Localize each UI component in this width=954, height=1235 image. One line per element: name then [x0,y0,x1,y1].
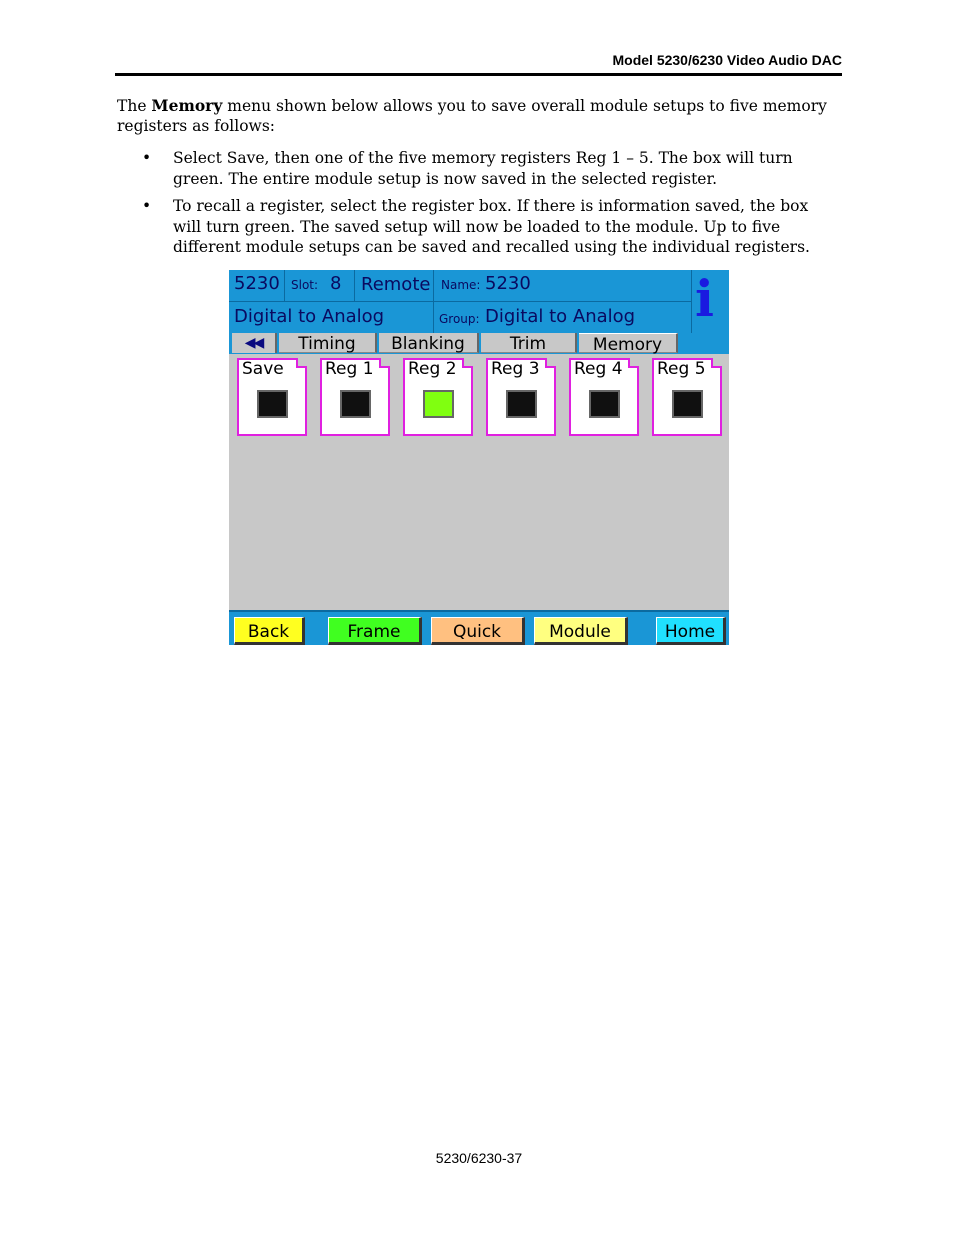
group-label: Group: [439,312,480,326]
slot-label: Slot: [291,278,319,292]
bullet-item [142,148,832,189]
tab-scroll-left-icon[interactable]: ◀◀ [232,333,277,353]
slot-value: 8 [330,273,342,294]
register-label: Reg 2 [408,359,457,379]
register-reg-1[interactable] [320,358,390,436]
page-header: Model 5230/6230 Video Audio DAC [612,52,842,68]
header-rule [115,73,842,76]
register-status-indicator [672,390,703,418]
register-reg-3[interactable] [486,358,556,436]
name-value: 5230 [485,273,531,294]
register-label: Reg 3 [491,359,540,379]
register-status-indicator [589,390,620,418]
bullet-marker: • [142,149,152,167]
bullet-text: To recall a register, select the register box. If there is information saved, the box will turn green. The saved setup will now be loaded to the module. Up to five different module setups can be saved and recalled using the individual registers. [173,197,810,256]
tab-trim[interactable]: Trim [481,333,577,353]
bullet-item [142,196,832,258]
home-button[interactable]: Home [656,617,726,645]
name-label: Name: [441,278,481,292]
module-description: Digital to Analog [234,306,385,327]
memory-menu-screenshot [229,270,729,645]
register-status-indicator [506,390,537,418]
register-status-indicator [423,390,454,418]
register-reg-2[interactable] [403,358,473,436]
mode-status: Remote [361,274,431,295]
frame-button[interactable]: Frame [328,617,422,645]
register-label: Reg 5 [657,359,706,379]
tab-timing[interactable]: Timing [279,333,377,353]
register-save[interactable] [237,358,307,436]
register-reg-5[interactable] [652,358,722,436]
page-number: 5230/6230-37 [435,1150,523,1166]
module-button[interactable]: Module [534,617,628,645]
intro-post: menu shown below allows you to save overall module setups to five memory registers as follows: [117,97,827,135]
model-number: 5230 [234,273,280,294]
tab-memory[interactable]: Memory [579,333,678,353]
register-label: Reg 4 [574,359,623,379]
register-status-indicator [257,390,288,418]
bullet-marker: • [142,197,152,215]
tab-blanking[interactable]: Blanking [379,333,479,353]
tab-bar [229,333,729,354]
footer-bar [229,610,729,645]
quick-button[interactable]: Quick [431,617,525,645]
bullet-list [142,148,832,265]
info-icon[interactable]: i [695,270,714,328]
intro-paragraph [117,96,842,136]
register-status-indicator [340,390,371,418]
register-reg-4[interactable] [569,358,639,436]
register-label: Save [242,359,284,379]
status-header [229,270,729,354]
intro-bold-term: Memory [151,96,223,115]
group-value: Digital to Analog [485,306,636,327]
back-button[interactable]: Back [234,617,305,645]
bullet-text: Select Save, then one of the five memory registers Reg 1 – 5. The box will turn green. The entire module setup is now saved in the selected register. [173,149,793,188]
intro-pre: The [117,97,152,115]
register-label: Reg 1 [325,359,374,379]
